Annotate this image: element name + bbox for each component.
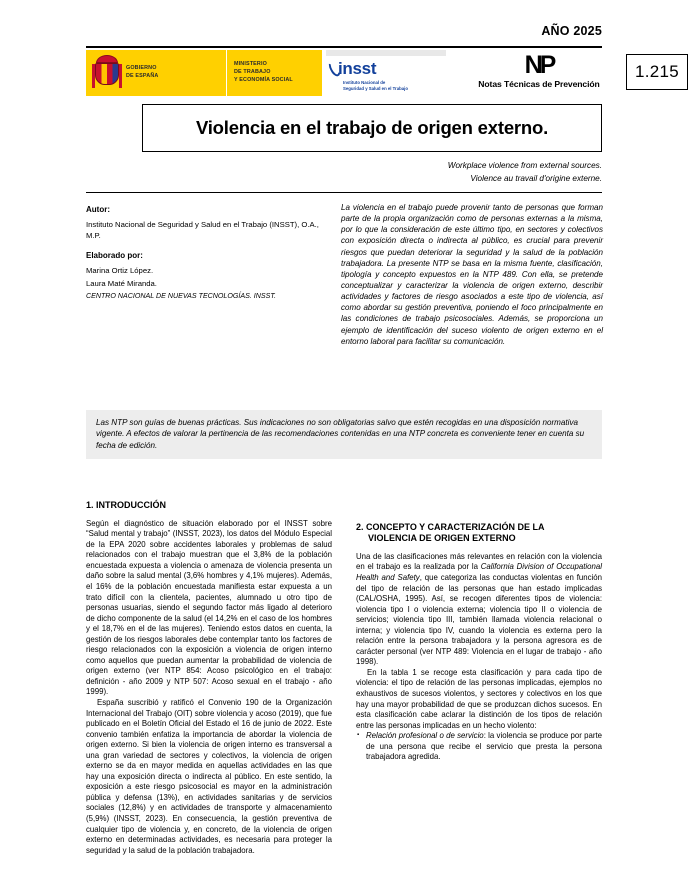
year-label: AÑO 2025 <box>541 24 602 38</box>
concept-p1-italic-source: California Division of Occupational Health and Safety <box>356 562 602 583</box>
author-block <box>86 204 326 301</box>
author-center: CENTRO NACIONAL DE NUEVAS TECNOLOGÍAS. INSST. <box>86 291 276 300</box>
insst-logo-backdrop <box>326 50 446 90</box>
title-english: Workplace violence from external sources. <box>447 161 602 170</box>
ntp-logo-mark: NP <box>524 51 554 79</box>
relation-types-list <box>356 731 602 763</box>
insst-wordmark <box>330 56 446 77</box>
body-column-right <box>356 500 602 763</box>
section-heading-concepto <box>356 522 602 545</box>
title-box <box>142 104 602 152</box>
concept-p1-part-a: Una de las clasificaciones más relevantes en relación con la violencia en el trabajo es la realizada por la <box>356 551 602 572</box>
insst-logo <box>326 56 446 96</box>
gobierno-text <box>126 65 158 81</box>
bullet-1-text: : la violencia se produce por parte de una persona que recibe el servicio que presta la persona trabajadora agredida. <box>366 731 602 762</box>
column-spacer <box>356 511 602 522</box>
author-name-1: Marina Ortiz López. <box>86 265 154 275</box>
ministerio-text <box>234 61 293 84</box>
page-title: Violencia en el trabajo de origen externo. <box>195 117 549 138</box>
section-heading-concepto-line-2: VIOLENCIA DE ORIGEN EXTERNO <box>368 533 516 544</box>
insst-wordmark-text: insst <box>338 59 377 78</box>
ministerio-line-3: Y ECONOMÍA SOCIAL <box>234 76 293 83</box>
gobierno-de-espana-logo <box>86 50 226 96</box>
ministerio-line-1: MINISTERIO <box>234 61 267 68</box>
header-divider <box>86 46 602 48</box>
author-name-2: Laura Maté Miranda. <box>86 278 157 288</box>
ntp-number-box: 1.215 <box>626 54 688 90</box>
insst-subtitle <box>343 80 446 93</box>
author-label: Autor: <box>86 205 110 214</box>
ministerio-line-2: DE TRABAJO <box>234 69 271 76</box>
spain-coat-of-arms-icon <box>92 55 122 91</box>
ntp-brand <box>454 51 624 89</box>
concept-paragraph-2: En la tabla 1 se recoge esta clasificación y para cada tipo de violencia: el tipo de relación de las personas implicadas, ejemplos no exhaustivos de sucesos violentos, y sectores y colectivos en los que hay una mayor probabilidad de que se produzcan dichos sucesos. En esta clasificación cabe aclarar la distinción de los tipos de relación entre las personas implicadas en un hecho violento: <box>356 667 602 730</box>
intro-paragraph-2-continued <box>356 500 602 511</box>
insst-subtitle-line-2: Seguridad y Salud en el Trabajo <box>343 86 408 92</box>
concept-paragraph-1 <box>356 552 602 668</box>
insst-subtitle-line-1: Instituto Nacional de <box>343 80 386 85</box>
intro-paragraph-2: España suscribió y ratificó el Convenio 190 de la Organización Internacional del Trabajo (OIT) sobre violencia y acoso (2019), que fue publicado en el Boletín Oficial del Estado el 16 de junio de 2022. Este convenio también enfatiza la importancia de abordar la violencia de origen externo. Si bien la violencia de origen interno es transversal a una gran variedad de sectores y colectivos, la violencia de origen externo se da en mayor medida en aquellas actividades en las que hay una exposición directa o indirecta al público. En este sentido, la exposición a este riesgo psicosocial es mayor en la administración pública y defensa (13%), en actividades sanitarias y de servicios sociales (12,8%) y en actividades de transporte y almacenamiento (5,9%) (INSST, 2023). En consecuencia, la gestión preventiva de cualquier tipo de violencia y, en concreto, de la violencia de origen externo en determinadas actividades, es necesaria para proteger la seguridad y la salud de la población trabajadora. <box>86 697 332 855</box>
author-organization: Instituto Nacional de Seguridad y Salud en el Trabajo (INSST), O.A., M.P. <box>86 219 319 240</box>
ntp-brand-label: Notas Técnicas de Prevención <box>478 78 600 89</box>
subtitle-divider <box>86 192 602 193</box>
section-heading-concepto-line-1: 2. CONCEPTO Y CARACTERIZACIÓN DE LA <box>356 521 545 532</box>
logo-band <box>86 50 680 96</box>
bullet-1-term: Relación profesional o de servicio <box>366 731 484 741</box>
intro-paragraph-1: Según el diagnóstico de situación elaborado por el INSST sobre “Salud mental y trabajo” (INSST, 2023), los datos del Módulo Especial de la EPA 2020 sobre accidentes laborales y problemas de salud relacionados con el trabajo muestran que el 3,8% de la población encuestada expuesta a violencia o amenaza de violencia presenta un daño sobre la salud mental (3,6% hombres y 4,1% mujeres). Además, el 16% de la población encuestada manifiesta estar expuesta a un trato difícil con la clientela, pacientes, alumnado u otro tipo de personas usuarias, siendo el segundo factor más ligado al deterioro de dicho componente de la salud (el 14,2% en el caso de los hombres y el 18,7% en el de las mujeres). Teniendo estos datos en cuenta, la gestión de los riesgos laborales debe contemplar tanto los factores de riesgo relacionados con la exposición a violencia de origen interno como aquellos que puedan aumentar la probabilidad de violencia de origen externo (ver NTP 854: Acoso psicológico en el trabajo: definición - año 2009 y NTP 507: Acoso sexual en el trabajo - año 1999). <box>86 518 332 697</box>
title-french: Violence au travail d'origine externe. <box>470 173 602 183</box>
section-heading-introduccion: 1. INTRODUCCIÓN <box>86 500 167 510</box>
gobierno-line-1: GOBIERNO <box>126 65 157 72</box>
translated-titles <box>86 160 602 185</box>
prepared-by-label: Elaborado por: <box>86 250 143 260</box>
list-item <box>356 731 602 763</box>
year-row <box>18 22 602 40</box>
concept-p1-part-b: , que categoriza las conductas violentas en función del tipo de relación de las personas que han estado implicadas (CAL/OSHA, 1995). Así, se recogen diferentes tipos de violencia: violencia tipo I o violencia externa; violencia tipo II o violencia de servicios; violencia tipo III, también llamada violencia relacional o interna; y violencia tipo IV, cuando la violencia es externa pero la relación entre la persona trabajadora y la persona agresora es de carácter personal (ver NTP 489: Violencia en el lugar de trabajo - año 1998). <box>356 573 603 667</box>
body-column-left <box>86 500 332 856</box>
abstract-text: La violencia en el trabajo puede provenir tanto de personas que forman parte de la propia organización como de personas externas a la misma, por lo que la consideración de este último tipo, en sectores y colectivos con exposición directa o indirecta al público, es crucial para prevenir riesgos que puedan deteriorar la seguridad y la salud de la población trabajadora. La presente NTP se basa en la misma fuente, clasificación, tipología y concepto expuestos en la NTP 489. Con ella, se pretende conceptualizar y caracterizar la violencia de origen externo, describir actividades y factores de riesgo asociados a este tipo de violencia, así como abordar su gestión preventiva, poniendo el foco principalmente en las condiciones de trabajo psicosociales. Además, se proporciona un ejemplo de identificación del suceso violento de origen externo en el entorno laboral para facilitar su comunicación. <box>341 203 603 346</box>
ntp-disclaimer-box: Las NTP son guías de buenas prácticas. Sus indicaciones no son obligatorias salvo que estén recogidas en una disposición normativa vigente. A efectos de valorar la pertinencia de las recomendaciones contenidas en una NTP concreta es conveniente tener en cuenta su fecha de edición. <box>86 410 602 459</box>
gobierno-line-2: DE ESPAÑA <box>126 73 159 79</box>
ministerio-logo <box>226 50 322 96</box>
